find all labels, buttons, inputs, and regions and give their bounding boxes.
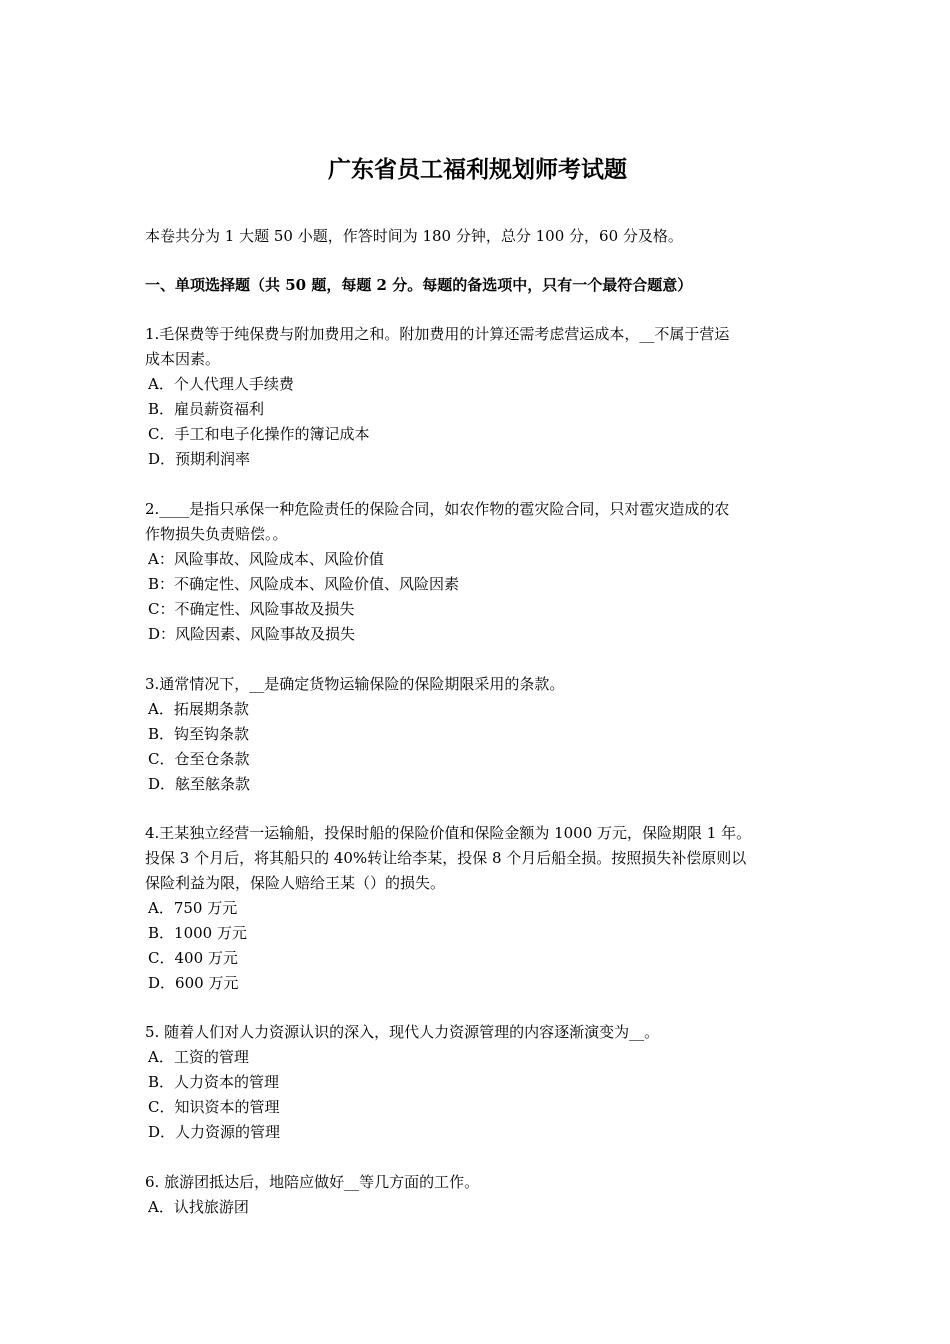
option-a: A．工资的管理 xyxy=(148,1048,249,1066)
option-b: B．钩至钩条款 xyxy=(148,725,250,743)
option-d: D．舷至舷条款 xyxy=(148,775,251,793)
question-stem xyxy=(145,1020,810,1045)
question-6 xyxy=(145,1170,810,1220)
stem-line: 作物损失负责赔偿。。 xyxy=(145,525,288,543)
option-list xyxy=(145,372,810,472)
option-b: B：不确定性、风险成本、风险价值、风险因素 xyxy=(148,575,460,593)
option-c: C．手工和电子化操作的簿记成本 xyxy=(148,425,370,443)
question-stem xyxy=(145,672,810,697)
option-d: D：风险因素、风险事故及损失 xyxy=(148,625,356,643)
option-d: D．人力资源的管理 xyxy=(148,1123,281,1141)
page-title: 广东省员工福利规划师考试题 xyxy=(328,156,627,183)
stem-line: 5. 随着人们对人力资源认识的深入，现代人力资源管理的内容逐渐演变为__。 xyxy=(145,1023,660,1041)
exam-intro: 本卷共分为 1 大题 50 小题，作答时间为 180 分钟，总分 100 分，60 分及格。 xyxy=(145,227,683,245)
question-5 xyxy=(145,1020,810,1145)
option-list xyxy=(145,1045,810,1145)
option-a: A．拓展期条款 xyxy=(148,700,249,718)
stem-line: 1.毛保费等于纯保费与附加费用之和。附加费用的计算还需考虑营运成本，__不属于营运 xyxy=(145,325,730,343)
option-a: A．个人代理人手续费 xyxy=(148,375,294,393)
stem-line: 成本因素。 xyxy=(145,350,221,368)
option-b: B．人力资本的管理 xyxy=(148,1073,280,1091)
question-3 xyxy=(145,672,810,797)
stem-line: 3.通常情况下，__是确定货物运输保险的保险期限采用的条款。 xyxy=(145,675,565,693)
stem-line: 4.王某独立经营一运输船，投保时船的保险价值和保险金额为 1000 万元，保险期限 1 年。 xyxy=(145,824,752,842)
option-b: B．1000 万元 xyxy=(148,924,247,942)
option-d: D．600 万元 xyxy=(148,974,239,992)
question-stem xyxy=(145,322,810,372)
stem-line: 保险利益为限，保险人赔给王某（）的损失。 xyxy=(145,874,446,892)
question-stem xyxy=(145,821,810,896)
option-list xyxy=(145,896,810,996)
option-a: A．认找旅游团 xyxy=(148,1198,249,1216)
stem-line: 6. 旅游团抵达后，地陪应做好__等几方面的工作。 xyxy=(145,1173,480,1191)
option-c: C．仓至仓条款 xyxy=(148,750,250,768)
option-list xyxy=(145,697,810,797)
section-heading: 一、单项选择题（共 50 题，每题 2 分。每题的备选项中，只有一个最符合题意） xyxy=(145,276,693,294)
option-b: B．雇员薪资福利 xyxy=(148,400,265,418)
option-a: A．750 万元 xyxy=(148,899,238,917)
option-c: C．知识资本的管理 xyxy=(148,1098,280,1116)
question-4 xyxy=(145,821,810,996)
stem-line: 2.____是指只承保一种危险责任的保险合同，如农作物的雹灾险合同，只对雹灾造成的农 xyxy=(145,500,730,518)
question-1 xyxy=(145,322,810,472)
question-stem xyxy=(145,497,810,547)
option-a: A：风险事故、风险成本、风险价值 xyxy=(148,550,384,568)
option-d: D．预期利润率 xyxy=(148,450,251,468)
question-2 xyxy=(145,497,810,647)
option-list xyxy=(145,1195,810,1220)
option-list xyxy=(145,547,810,647)
option-c: C：不确定性、风险事故及损失 xyxy=(148,600,355,618)
option-c: C．400 万元 xyxy=(148,949,238,967)
question-stem xyxy=(145,1170,810,1195)
stem-line: 投保 3 个月后，将其船只的 40%转让给李某，投保 8 个月后船全损。按照损失补偿原则以 xyxy=(145,849,747,867)
